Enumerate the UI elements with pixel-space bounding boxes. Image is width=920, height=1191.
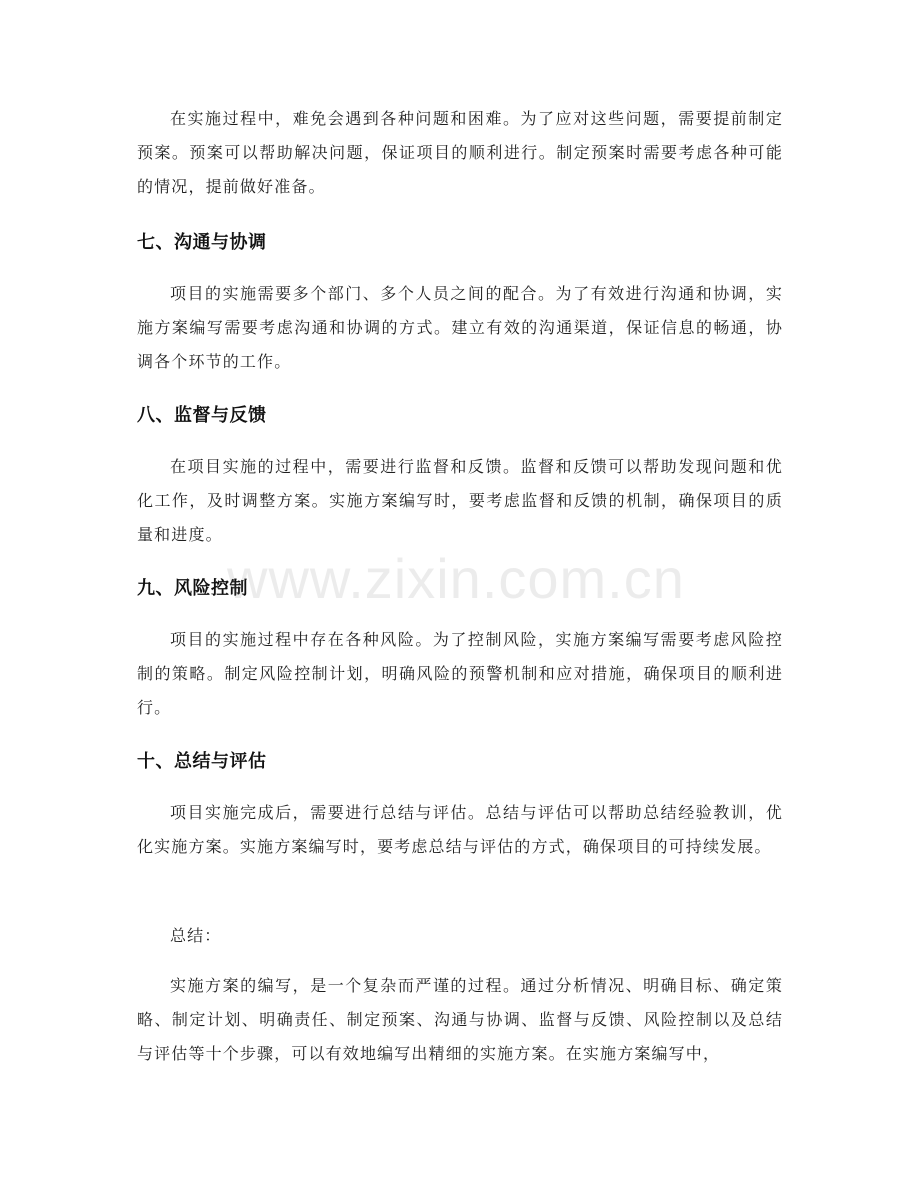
- paragraph-contingency-plan: 在实施过程中，难免会遇到各种问题和困难。为了应对这些问题，需要提前制定预案。预案可以帮助解决问题，保证项目的顺利进行。制定预案时需要考虑各种可能的情况，提前做好准备。: [137, 109, 783, 196]
- paragraph-communication: 项目的实施需要多个部门、多个人员之间的配合。为了有效进行沟通和协调，实施方案编写需要考虑沟通和协调的方式。建立有效的沟通渠道，保证信息的畅通，协调各个环节的工作。: [137, 284, 783, 371]
- paragraph-conclusion: 实施方案的编写，是一个复杂而严谨的过程。通过分析情况、明确目标、确定策略、制定计划、明确责任、制定预案、沟通与协调、监督与反馈、风险控制以及总结与评估等十个步骤，可以有效地编写出精细的实施方案。在实施方案编写中，: [137, 976, 783, 1063]
- paragraph-summary-evaluation: 项目实施完成后，需要进行总结与评估。总结与评估可以帮助总结经验教训，优化实施方案。实施方案编写时，要考虑总结与评估的方式，确保项目的可持续发展。: [137, 803, 783, 856]
- section-heading-communication: 七、沟通与协调: [137, 232, 267, 253]
- section-heading-risk-control: 九、风险控制: [137, 578, 248, 599]
- paragraph-supervision: 在项目实施的过程中，需要进行监督和反馈。监督和反馈可以帮助发现问题和优化工作，及时调整方案。实施方案编写时，要考虑监督和反馈的机制，确保项目的质量和进度。: [137, 457, 783, 544]
- site-watermark: www.zixin.com.cn: [227, 547, 685, 610]
- paragraph-risk-control: 项目的实施过程中存在各种风险。为了控制风险，实施方案编写需要考虑风险控制的策略。制定风险控制计划，明确风险的预警机制和应对措施，确保项目的顺利进行。: [137, 630, 783, 717]
- section-heading-supervision: 八、监督与反馈: [137, 405, 267, 426]
- section-heading-summary-evaluation: 十、总结与评估: [137, 751, 267, 772]
- summary-label: 总结：: [170, 926, 222, 945]
